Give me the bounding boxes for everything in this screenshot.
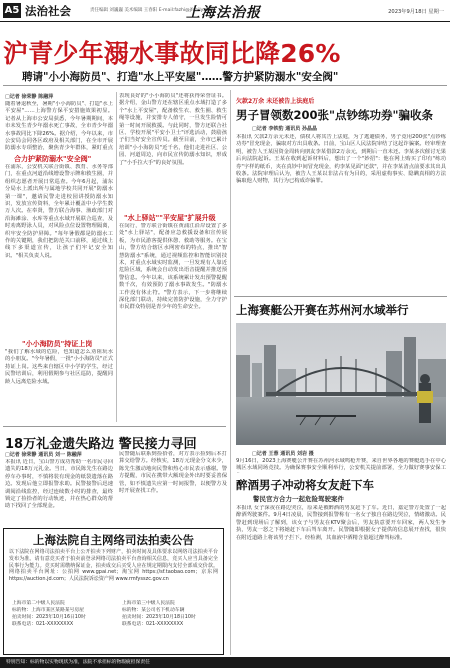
notice-line: 拍卖时间：2023年10月16日10时	[12, 615, 86, 620]
auction-notice	[3, 528, 224, 655]
photo-caption: □记者 王蓉 通讯员 刘岩 摄	[252, 451, 314, 457]
notice-line: 标的物：某公司名下机动车辆	[122, 608, 185, 613]
notice-line: 标的物：上海市某区某路某号房屋	[12, 608, 84, 613]
notice-line: 联系电话：021-XXXXXXXX	[122, 622, 184, 627]
photo-body: 9月16日，2023上海赛艇公开赛在苏州河水域鸣枪开赛，来自世界各地的赛艇选手在中心城区水域同场竞技。为确保赛事安全顺利举行，公安机关提前部署，全力做好赛事安保工	[236, 458, 446, 472]
notice-line: 上海市第三中级人民法院	[122, 601, 175, 606]
rowing-photo	[236, 323, 446, 445]
lead-body-4: 表现良好的"小小海防员"还将获得荣誉证书。据介绍，金山警方还在辖区重点水域打造了多个"水上平安屋"，配备救生衣、救生圈、救生绳等设施，并安排专人值守，一旦发生险情可第一时间开展救援。与此同时，警方还联合社区、学校开展"平安小卫士"评选活动，鼓励孩子们当好安全宣传员。截至目前，全市已累计培训"小小海防员"近千名，他们走进社区、公园、河道周边，向市民宣传防溺水知识，形成了"小手拉大手"的良好氛围。	[119, 93, 227, 166]
rowing-photo-image	[236, 323, 446, 445]
right-bottom-subheadline: 警民官方合力一起危险驾驶案件	[253, 495, 344, 503]
right-top-body: 本报讯 欠款2万余元未还，债权人将其告上法庭，为了逃避债务，男子竟用200张"点钞练功券"冒充现金，骗取对方出具收条。日前，宝山区人民法院审结了这起诈骗案。经审理查明，被告人王某因资金周转向朋友李某借款2万余元，到期后一直未还。李某多次催讨无果后向法院起诉。王某在收到起诉材料后，想出了一个"妙招"：他在网上购买了印有"练功券"字样的纸币，夹在真钞中间冒充现金，约李某见面"还款"，并在李某清点前要求其出具收条。法院审理后认为，被告人王某以非法占有为目的，采用虚构事实、隐瞒真相的方法骗取他人财物，其行为已构成诈骗罪。	[236, 134, 446, 185]
lead-subhead-2: "小小海防员"持证上岗	[22, 340, 93, 348]
divider	[3, 85, 447, 86]
lead-headline: 沪青少年溺水事故同比降26%	[3, 39, 341, 68]
right-bottom-headline: 醉酒男子冲动将女友赶下车	[236, 478, 374, 492]
divider	[3, 426, 226, 427]
page-number: A5	[4, 5, 20, 16]
right-top-headline: 男子冒领数200张"点钞练功券"骗收条	[236, 108, 433, 122]
section-name: 法治社会	[25, 4, 71, 18]
page-header	[0, 0, 450, 22]
notice-line: 上海市第二中级人民法院	[12, 601, 65, 606]
lead-subheadline: 聘请"小小海防员"、打造"水上平安屋"……警方护紧防溺水"安全阀"	[22, 71, 339, 83]
editor-info: 责任编辑 刘巍巍 美术编辑 王春阳 E-mail:fazhi@jfdaily.com	[90, 8, 214, 13]
right-top-kicker: 欠款2万余 未还被告上法庭后	[236, 98, 315, 105]
notice-title: 上海法院自主网络司法拍卖公告	[33, 533, 194, 547]
notice-contact: 网络拍卖平台网址：公拍网 www.gpai.net；淘宝网 https://sf.taobao.com；京东网 https://auction.jd.com；人民法院诉讼资产网 www.rmfysszc.gov.cn	[9, 569, 218, 583]
photo-headline: 上海赛艇公开赛在苏州河水域举行	[236, 303, 409, 317]
lead-body-2: 在浦东，公安机关联合街镇、教育、水务等部门，在重点河道沿线增设警示牌和救生圈，并组织志愿者开展日常巡查。今年6月起，浦东分局水上派出所与属地学校共同开展"防溺水第一课"，邀请民警走进校园讲授防溺水知识，发放宣传资料，全年累计覆盖中小学生数万人次。在奉贤，警方联合海事、渔政部门对沿海滩涂、水库等重点水域开展联合巡查，及时劝离野泳人员，对风险点位设置物理隔离，织牢安全防护屏障。"每年暑假都是防溺水工作的关键期，我们把防范关口前移，通过线上线下多渠道宣传，让孩子们牢记安全知识。"相关负责人说。	[5, 164, 113, 259]
lead-body-5: 在闵行，警方联合街镇在黄浦江沿岸设置了多处"水上驿站"，配备应急救援设备和宣传展板，为市民游客提供休憩、救助等服务。在宝山，警方结合辖区水网密布的特点，推出"智慧防溺水"系统，通过视频监控和智能识别技术，对重点水域实时监测，一旦发现有人靠近危险区域，系统会自动发出语音提醒并推送预警信息。今年以来，该系统累计发出预警提醒数千次，有效预防了溺水事故发生。"防溺水工作没有休止符。"警方表示，下一步将继续深化部门联动，持续完善防护设施，全力守护市民群众特别是青少年的生命安全。	[119, 223, 227, 311]
story2-headline: 18万礼金遗失路边 警民接力寻回	[5, 437, 197, 452]
story2-byline: □记者 徐荣静 通讯员 刘一 陈融萍	[5, 452, 82, 458]
newspaper-masthead: 上海法治报	[186, 5, 261, 21]
page-footer: 特别告知：标的物以实物现状为准，法院不承担标的物瑕疵担保责任	[0, 657, 450, 668]
lead-body-3: "我们了解水域的危险，也知道怎么劝阻玩水的小朋友。"今年暑假，一批"小小海防员"正式持证上岗。这些来自辖区中小学的学生，经过民警培训后，利用假期参与社区巡防，提醒同龄人远离危险水域。	[5, 349, 113, 385]
notice-left-block	[12, 600, 86, 628]
notice-line: 拍卖时间：2023年10月18日10时	[122, 615, 196, 620]
notice-body	[9, 549, 218, 583]
notice-text: 以下法院在网络司法拍卖平台上公开拍卖下列财产，拍卖时间及具体要求以网络司法拍卖平台发布为准。请有意竞买者于拍卖前登录网络司法拍卖平台查询相关信息，竞买人应当具备完全民事行为能力。竞买时需缴纳保证金，拍卖成交后买受人应在规定期限内支付全部成交价款。	[9, 549, 218, 569]
lead-subhead-1: 合力护紧防溺水"安全阀"	[14, 155, 92, 163]
divider	[234, 296, 447, 297]
right-top-byline: □记者 李铁豹 通讯员 孙晶晶	[252, 126, 317, 132]
story2-body-left: 本报讯 近日，宝山警方成功帮助一名市民寻回遗失的18万元礼金。当日，市民陈先生在路边停车办事时，不慎将装有现金的纸袋遗落在路边。发现后他立即报警求助。民警接警后迅速调阅沿线监控，经过连续数小时的排查，最终锁定了捡拾者的行动轨迹，并在热心群众的帮助下找回了全部现金。	[5, 459, 113, 510]
story2-body-right: 民警随后联系到捡拾者，对方表示捡到后本打算交给警方。经核实，18万元现金分文未少，陈先生激动地向民警和热心市民表示感谢。警方提醒，市民在携带大额现金外出时要妥善保管，如不慎遗失应第一时间报警，以便警方及时开展查找工作。	[119, 451, 227, 495]
column-divider	[230, 90, 231, 655]
lead-body-1: 随着暑退秋至，暑期"小小海防员"、打造"水上平安屋"……上海警方保平安措施效果初显。记者从上海市公安局获悉，今年暑期期间，本市未发生青少年溺水死亡事故，全市青少年溺水事故同比下降26%。据介绍，今年以来，市公安局会同各区政府及相关部门，在全市开展防溺水专项整治，聚焦青少年群体，紧盯重点	[5, 101, 113, 151]
notice-line: 联系电话：021-XXXXXXXX	[12, 622, 74, 627]
lead-byline: □记者 徐荣静 陈融萍	[5, 94, 54, 100]
lead-subhead-3: "水上驿站""平安屋"扩展升级	[124, 214, 216, 222]
right-bottom-body: 本报讯 女子深夜在路边哭泣，原来是被醉酒的男友赶下了车。近日，嘉定警方处置了一起醉酒驾驶案件。9月4日凌晨，民警接到报警称有一名女子独自在路边哭泣，情绪激动。民警赶到现场后了解到，该女子与男友在KTV聚会后，男友执意要开车回家，两人发生争执，男友一怒之下将她赶下车后驾车离开。民警随即根据女子提供的信息展开查找，很快在附近道路上将该男子拦下。经检测，其血液中酒精含量超过醉驾标准。	[236, 505, 446, 541]
column-divider	[116, 92, 117, 422]
issue-date: 2023年9月18日 星期一	[388, 9, 444, 15]
notice-right-block	[122, 600, 196, 628]
